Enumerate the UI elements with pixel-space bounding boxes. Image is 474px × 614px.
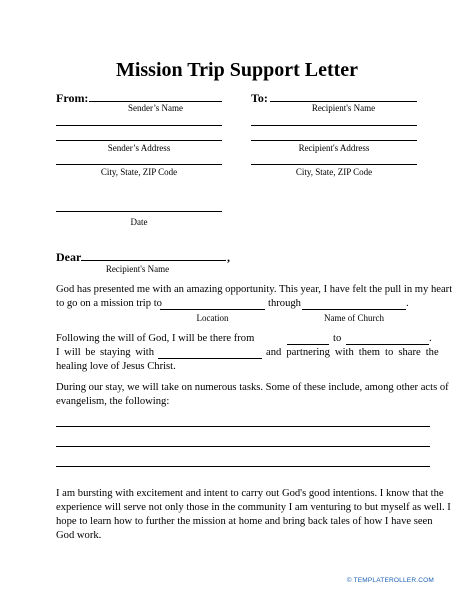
tasks-line-1[interactable] — [56, 426, 430, 427]
start-date-field[interactable] — [287, 344, 329, 345]
paragraph-1-period: . — [406, 298, 409, 309]
paragraph-2-period: . — [429, 333, 432, 344]
church-caption: Name of Church — [324, 313, 384, 323]
sender-city-caption: City, State, ZIP Code — [100, 167, 178, 177]
recipient-city-caption: City, State, ZIP Code — [295, 167, 373, 177]
paragraph-1-line-2-text: to go on a mission trip to — [56, 298, 162, 309]
paragraph-2-line-3: healing love of Jesus Christ. — [56, 361, 176, 372]
to-label: To: — [251, 91, 268, 105]
recipient-name-caption: Recipient's Name — [311, 103, 376, 113]
sender-name-caption: Sender’s Name — [127, 103, 184, 113]
sender-address-line-2[interactable] — [56, 140, 222, 141]
recipient-city-field[interactable] — [251, 164, 417, 165]
to-text: to — [333, 333, 342, 344]
host-field[interactable] — [158, 358, 262, 359]
paragraph-4-line-1: I am bursting with excitement and intent to carry out God's good intentions. I know that the — [56, 488, 444, 499]
location-field[interactable] — [160, 309, 265, 310]
paragraph-2-line-2-post: and partnering with them to share the — [266, 347, 439, 358]
recipient-address-caption: Recipient's Address — [298, 143, 370, 153]
sender-address-line-1[interactable] — [56, 125, 222, 126]
salutation-recipient-field[interactable] — [81, 260, 226, 261]
paragraph-1-line-2 — [56, 297, 162, 312]
paragraph-1 — [56, 283, 453, 298]
footer-brand[interactable]: © TEMPLATEROLLER.COM — [346, 577, 434, 584]
paragraph-3-line-1: During our stay, we will take on numerous tasks. Some of these include, among other acts of — [56, 382, 449, 393]
paragraph-4-line-2: experience will serve not only those in the community I am venturing to but myself as well. I — [56, 502, 451, 513]
paragraph-3-line-2: evangelism, the following: — [56, 396, 170, 407]
recipient-address-line-2[interactable] — [251, 140, 417, 141]
paragraph-4-line-4: God work. — [56, 530, 102, 541]
church-field[interactable] — [302, 309, 406, 310]
tasks-line-2[interactable] — [56, 446, 430, 447]
date-caption: Date — [130, 217, 148, 227]
paragraph-4-line-3: hope to learn how to further the mission at home and bring back tales of how I have seen — [56, 516, 433, 527]
sender-name-field[interactable] — [89, 101, 222, 102]
recipient-address-line-1[interactable] — [251, 125, 417, 126]
dear-label: Dear — [56, 250, 82, 264]
recipient-name-field[interactable] — [270, 101, 417, 102]
date-field[interactable] — [56, 211, 222, 212]
tasks-line-3[interactable] — [56, 466, 430, 467]
end-date-field[interactable] — [346, 344, 429, 345]
paragraph-2-line-2-pre: I will be staying with — [56, 347, 155, 358]
location-caption: Location — [196, 313, 229, 323]
paragraph-1-line-1: God has presented me with an amazing opportunity. This year, I have felt the pull in my heart — [56, 284, 453, 295]
salutation-comma: , — [227, 250, 230, 264]
sender-city-field[interactable] — [56, 164, 222, 165]
sender-address-caption: Sender’s Address — [107, 143, 171, 153]
document-title: Mission Trip Support Letter — [115, 59, 359, 81]
salutation-recipient-caption: Recipient's Name — [105, 264, 170, 274]
paragraph-2-line-1: Following the will of God, I will be there from — [56, 333, 255, 344]
through-text: through — [268, 298, 301, 309]
from-label: From: — [56, 91, 89, 105]
